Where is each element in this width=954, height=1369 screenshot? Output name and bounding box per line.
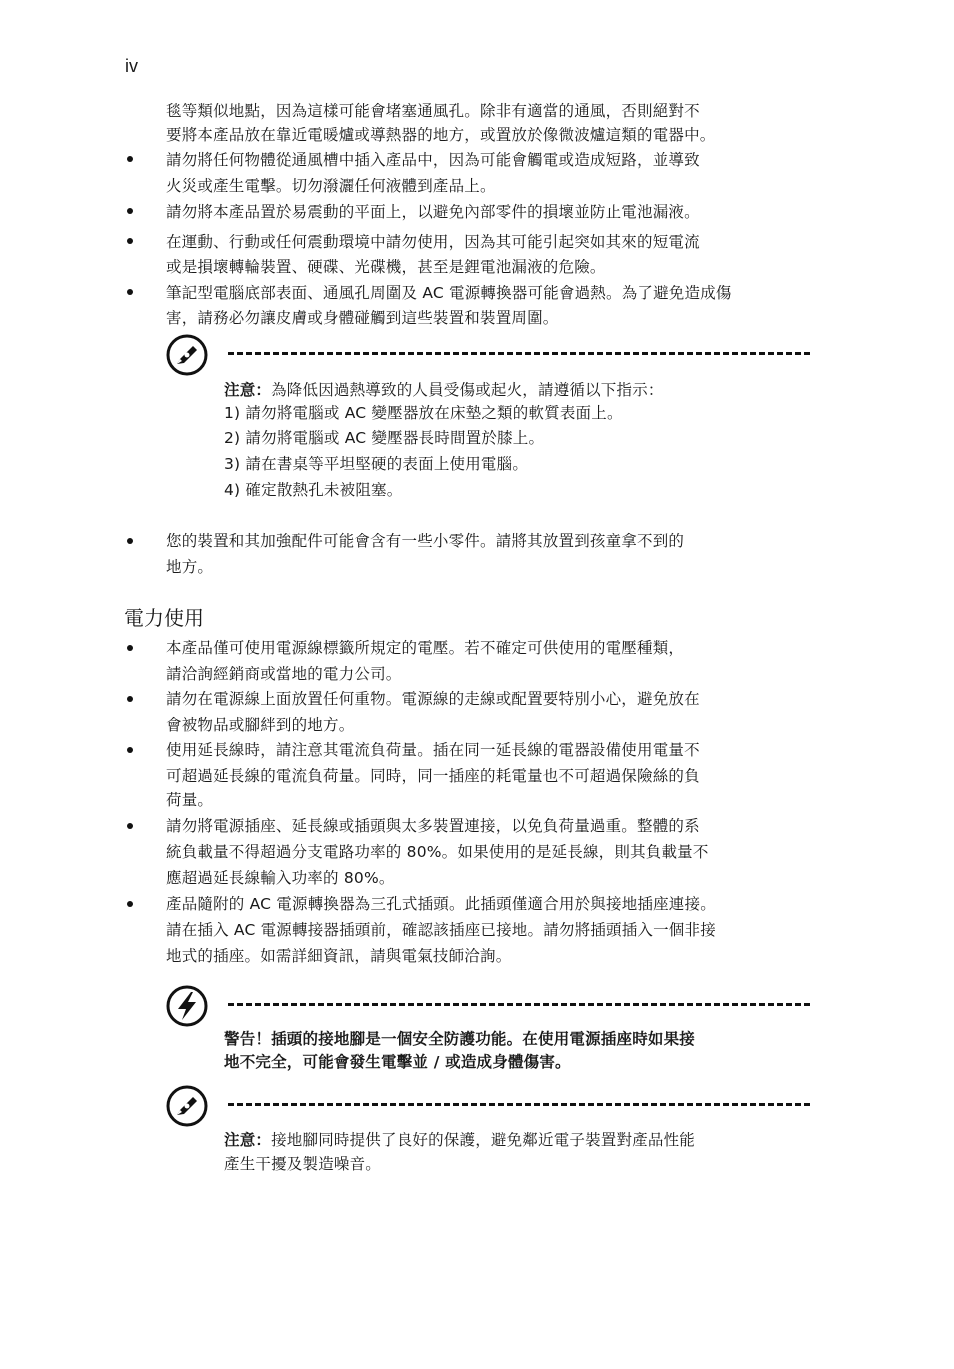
- bullet-dot: [127, 645, 133, 651]
- intro-line-1: 毯等類似地點，因為這樣可能會堵塞通風孔。除非有適當的通風，否則絕對不: [166, 102, 700, 120]
- note2-line-2: 產生干擾及製造噪音。: [224, 1155, 382, 1173]
- note-pen-icon: [165, 1084, 209, 1128]
- safety-bullet-2-line-1: 請勿將本產品置於易震動的平面上，以避免內部零件的損壞並防止電池漏液。: [166, 203, 700, 221]
- bullet-dot: [127, 289, 133, 295]
- power-bullet-4-line-3: 應超過延長線輸入功率的 80%。: [166, 869, 395, 887]
- bullet-dot: [127, 823, 133, 829]
- power-bullet-5-line-2: 請在插入 AC 電源轉接器插頭前，確認該插座已接地。請勿將插頭插入一個非接: [166, 921, 716, 939]
- power-bullet-4-line-1: 請勿將電源插座、延長線或插頭與太多裝置連接，以免負荷量過重。整體的系: [166, 817, 700, 835]
- power-bullet-1-line-2: 請洽詢經銷商或當地的電力公司。: [166, 665, 402, 683]
- note2-divider: [228, 1103, 810, 1106]
- power-bullet-3-line-3: 荷量。: [166, 791, 214, 809]
- section-heading-power: 電力使用: [124, 606, 204, 630]
- note1-text: 為降低因過熱導致的人員受傷或起火，請遵循以下指示：: [271, 381, 664, 399]
- note2-label: 注意：: [224, 1131, 272, 1149]
- power-bullet-5-line-3: 地式的插座。如需詳細資訊，請與電氣技師洽詢。: [166, 947, 512, 965]
- note1-label: 注意：: [224, 381, 272, 399]
- safety-bullet-1-line-2: 火災或產生電擊。切勿潑灑任何液體到產品上。: [166, 177, 496, 195]
- note1-item-2: 2) 請勿將電腦或 AC 變壓器長時間置於膝上。: [224, 429, 545, 447]
- safety-bullet-1-line-1: 請勿將任何物體從通風槽中插入產品中，因為可能會觸電或造成短路，並導致: [166, 151, 700, 169]
- warning-line-2: 地不完全，可能會發生電擊並 / 或造成身體傷害。: [224, 1053, 571, 1071]
- power-bullet-5-line-1: 產品隨附的 AC 電源轉換器為三孔式插頭。此插頭僅適合用於與接地插座連接。: [166, 895, 716, 913]
- bullet-dot: [127, 747, 133, 753]
- bullet-dot: [127, 156, 133, 162]
- note2-text: 接地腳同時提供了良好的保護，避免鄰近電子裝置對產品性能: [271, 1131, 696, 1149]
- note1-item-1: 1) 請勿將電腦或 AC 變壓器放在床墊之類的軟質表面上。: [224, 404, 623, 422]
- warning-divider: [228, 1003, 810, 1006]
- bullet-dot: [127, 538, 133, 544]
- note2-lead: [224, 1127, 695, 1153]
- page-number: iv: [125, 56, 138, 76]
- note1-item-4: 4) 確定散熱孔未被阻塞。: [224, 481, 403, 499]
- power-bullet-2-line-1: 請勿在電源線上面放置任何重物。電源線的走線或配置要特別小心，避免放在: [166, 690, 700, 708]
- bullet-dot: [127, 208, 133, 214]
- note-pen-icon: [165, 333, 209, 377]
- small-parts-line-1: 您的裝置和其加強配件可能會含有一些小零件。請將其放置到孩童拿不到的: [166, 532, 685, 550]
- safety-bullet-4-line-1: 筆記型電腦底部表面、通風孔周圍及 AC 電源轉換器可能會過熱。為了避免造成傷: [166, 284, 732, 302]
- safety-bullet-3-line-1: 在運動、行動或任何震動環境中請勿使用，因為其可能引起突如其來的短電流: [166, 233, 700, 251]
- bullet-dot: [127, 901, 133, 907]
- intro-line-2: 要將本產品放在靠近電暖爐或導熱器的地方，或置放於像微波爐這類的電器中。: [166, 126, 716, 144]
- power-bullet-4-line-2: 統負載量不得超過分支電路功率的 80%。如果使用的是延長線，則其負載量不: [166, 843, 709, 861]
- small-parts-line-2: 地方。: [166, 558, 214, 576]
- note1-item-3: 3) 請在書桌等平坦堅硬的表面上使用電腦。: [224, 455, 529, 473]
- bullet-dot: [127, 696, 133, 702]
- note-divider: [228, 352, 810, 355]
- power-bullet-3-line-2: 可超過延長線的電流負荷量。同時，同一插座的耗電量也不可超過保險絲的負: [166, 767, 700, 785]
- power-bullet-3-line-1: 使用延長線時，請注意其電流負荷量。插在同一延長線的電器設備使用電量不: [166, 741, 700, 759]
- warning-lightning-icon: [165, 984, 209, 1028]
- safety-bullet-4-line-2: 害，請務必勿讓皮膚或身體碰觸到這些裝置和裝置周圍。: [166, 309, 559, 327]
- warning-line-1: 警告！插頭的接地腳是一個安全防護功能。在使用電源插座時如果接: [224, 1030, 696, 1048]
- power-bullet-2-line-2: 會被物品或腳絆到的地方。: [166, 716, 355, 734]
- power-bullet-1-line-1: 本產品僅可使用電源線標籤所規定的電壓。若不確定可供使用的電壓種類，: [166, 639, 685, 657]
- bullet-dot: [127, 238, 133, 244]
- safety-bullet-3-line-2: 或是損壞轉輪裝置、硬碟、光碟機，甚至是鋰電池漏液的危險。: [166, 258, 606, 276]
